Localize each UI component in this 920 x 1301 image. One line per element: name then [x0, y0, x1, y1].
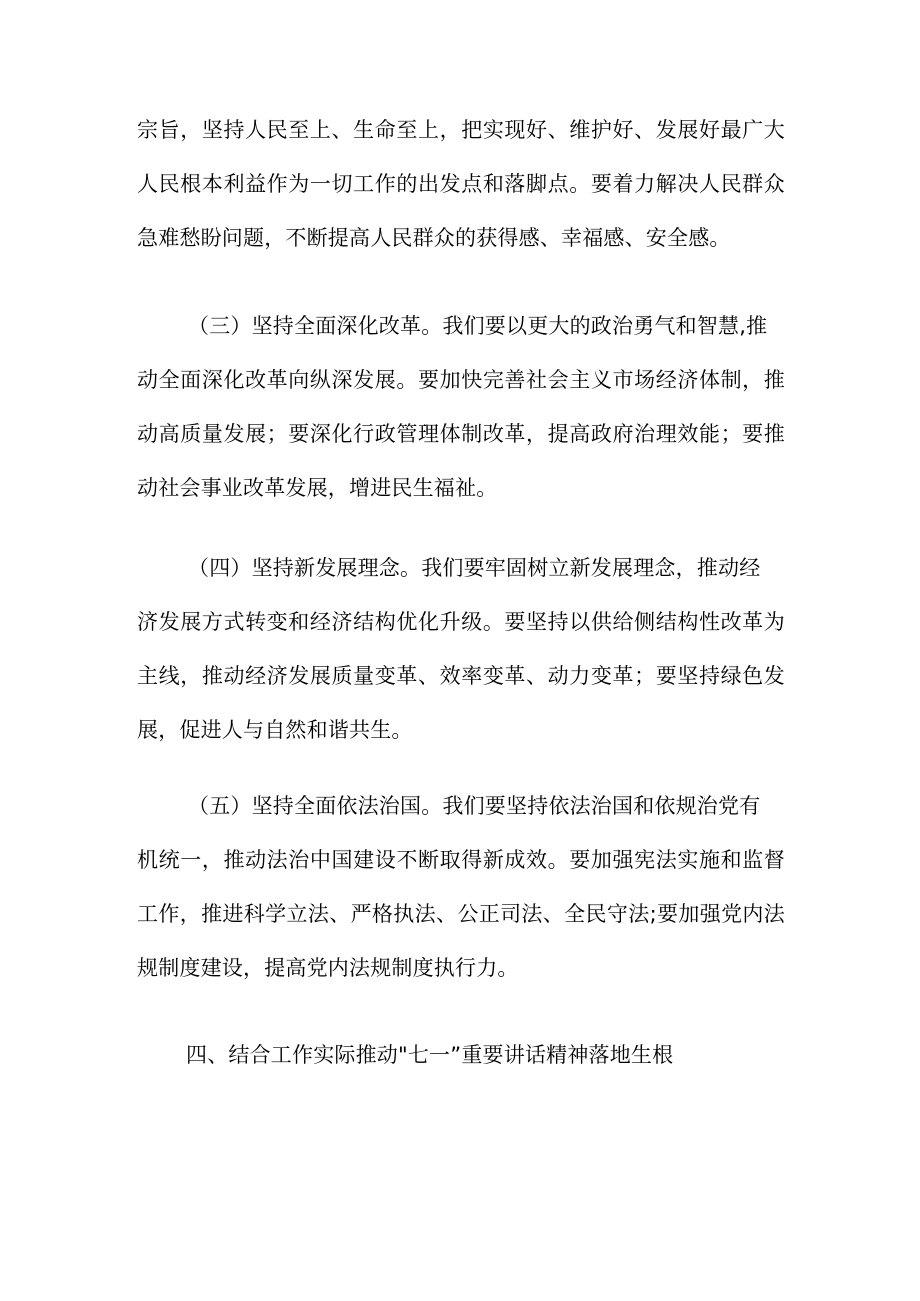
paragraph-line: （三）坚持全面深化改革。我们要以更大的政治勇气和智慧,推: [188, 314, 768, 338]
paragraph-line: 工作，推进科学立法、严格执法、公正司法、全民守法;要加强党内法: [137, 902, 785, 926]
paragraph-line: 动社会事业改革发展，增进民生福祉。: [137, 476, 498, 500]
paragraph-deepen-reform: [137, 299, 785, 515]
paragraph-line: （五）坚持全面依法治国。我们要坚持依法治国和依规治党有: [188, 794, 761, 818]
paragraph-line: 宗旨，坚持人民至上、生命至上，把实现好、维护好、发展好最广大: [137, 118, 785, 142]
paragraph-line: 人民根本利益作为一切工作的出发点和落脚点。要着力解决人民群众: [137, 172, 785, 196]
paragraph-new-development: [137, 541, 785, 757]
paragraph-rule-of-law: [137, 779, 785, 995]
section-heading-text: 四、结合工作实际推动"七一”重要讲话精神落地生根: [186, 1043, 674, 1067]
paragraph-people-first: [137, 103, 785, 265]
paragraph-line: 主线，推动经济发展质量变革、效率变革、动力变革；要坚持绿色发: [137, 664, 785, 688]
paragraph-line: 动全面深化改革向纵深发展。要加快完善社会主义市场经济体制，推: [137, 368, 785, 392]
paragraph-line: 机统一，推动法治中国建设不断取得新成效。要加强宪法实施和监督: [137, 848, 785, 872]
paragraph-line: 动高质量发展；要深化行政管理体制改革，提高政府治理效能；要推: [137, 422, 785, 446]
section-heading: [137, 1028, 785, 1082]
paragraph-line: 规制度建设，提高党内法规制度执行力。: [137, 956, 519, 980]
paragraph-line: （四）坚持新发展理念。我们要牢固树立新发展理念，推动经: [188, 556, 761, 580]
paragraph-line: 展，促进人与自然和谐共生。: [137, 718, 413, 742]
paragraph-line: 急难愁盼问题，不断提高人民群众的获得感、幸福感、安全感。: [137, 226, 731, 250]
paragraph-line: 济发展方式转变和经济结构优化升级。要坚持以供给侧结构性改革为: [137, 610, 785, 634]
